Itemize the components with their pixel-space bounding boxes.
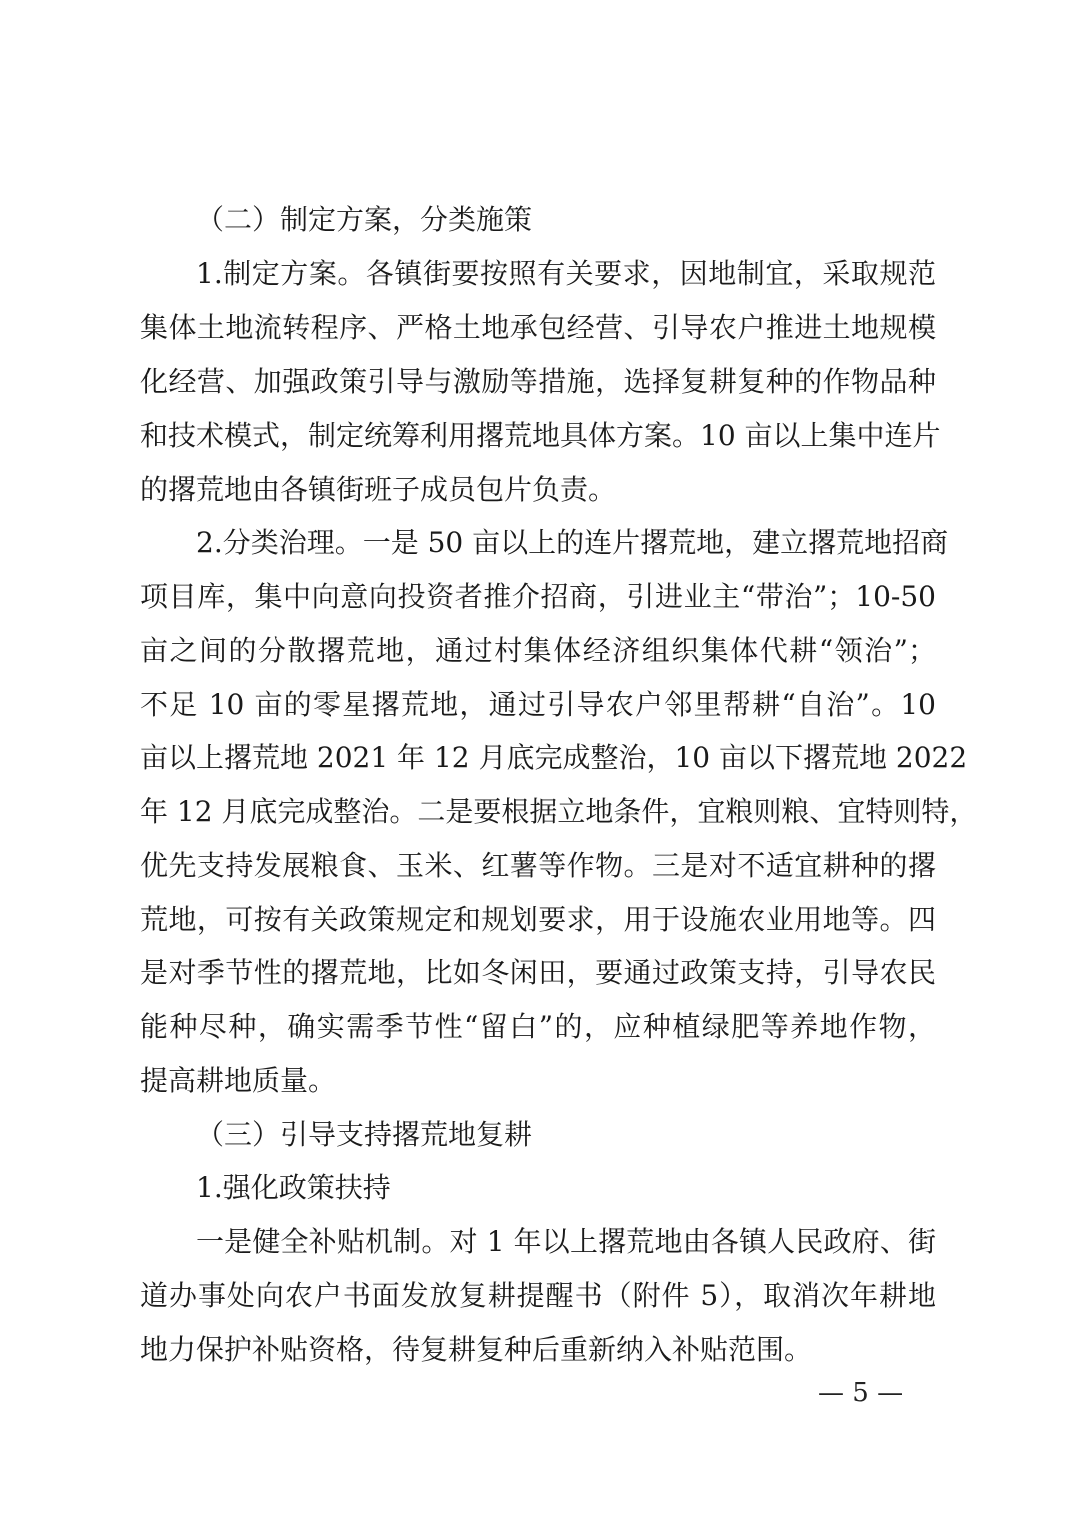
paragraph-line: 荒地，可按有关政策规定和规划要求，用于设施农业用地等。四 — [140, 903, 936, 936]
paragraph-line: 一是健全补贴机制。对 1 年以上撂荒地由各镇人民政府、街 — [196, 1225, 936, 1258]
paragraph-line: 项目库，集中向意向投资者推介招商，引进业主“带治”；10-50 — [140, 580, 936, 613]
paragraph-line: 地力保护补贴资格，待复耕复种后重新纳入补贴范围。 — [140, 1333, 813, 1366]
section-heading-3: （三）引导支持撂荒地复耕 — [196, 1118, 533, 1151]
paragraph-line: 和技术模式，制定统筹利用撂荒地具体方案。10 亩以上集中连片 — [140, 419, 941, 452]
paragraph-line: 年 12 月底完成整治。二是要根据立地条件，宜粮则粮、宜特则特， — [140, 795, 978, 828]
paragraph-line: 不足 10 亩的零星撂荒地，通过引导农户邻里帮耕“自治”。10 — [140, 688, 936, 721]
paragraph-line: 优先支持发展粮食、玉米、红薯等作物。三是对不适宜耕种的撂 — [140, 849, 936, 882]
paragraph-line: 2.分类治理。一是 50 亩以上的连片撂荒地，建立撂荒地招商 — [196, 526, 949, 559]
subsection-heading: 1.强化政策扶持 — [196, 1171, 391, 1204]
paragraph-line: 亩之间的分散撂荒地，通过村集体经济组织集体代耕“领治”； — [140, 634, 936, 667]
paragraph-line: 提高耕地质量。 — [140, 1064, 337, 1097]
paragraph-line: 的撂荒地由各镇街班子成员包片负责。 — [140, 473, 617, 506]
paragraph-line: 亩以上撂荒地 2021 年 12 月底完成整治，10 亩以下撂荒地 2022 — [140, 741, 968, 774]
paragraph-line: 1.制定方案。各镇街要按照有关要求，因地制宜，采取规范 — [196, 257, 936, 290]
paragraph-line: 化经营、加强政策引导与激励等措施，选择复耕复种的作物品种 — [140, 365, 936, 398]
paragraph-line: 集体土地流转程序、严格土地承包经营、引导农户推进土地规模 — [140, 311, 936, 344]
paragraph-line: 是对季节性的撂荒地，比如冬闲田，要通过政策支持，引导农民 — [140, 956, 936, 989]
section-heading-2: （二）制定方案，分类施策 — [196, 203, 533, 236]
page-number: — 5 — — [818, 1378, 904, 1408]
paragraph-line: 能种尽种，确实需季节性“留白”的，应种植绿肥等养地作物， — [140, 1010, 936, 1043]
paragraph-line: 道办事处向农户书面发放复耕提醒书（附件 5），取消次年耕地 — [140, 1279, 936, 1312]
